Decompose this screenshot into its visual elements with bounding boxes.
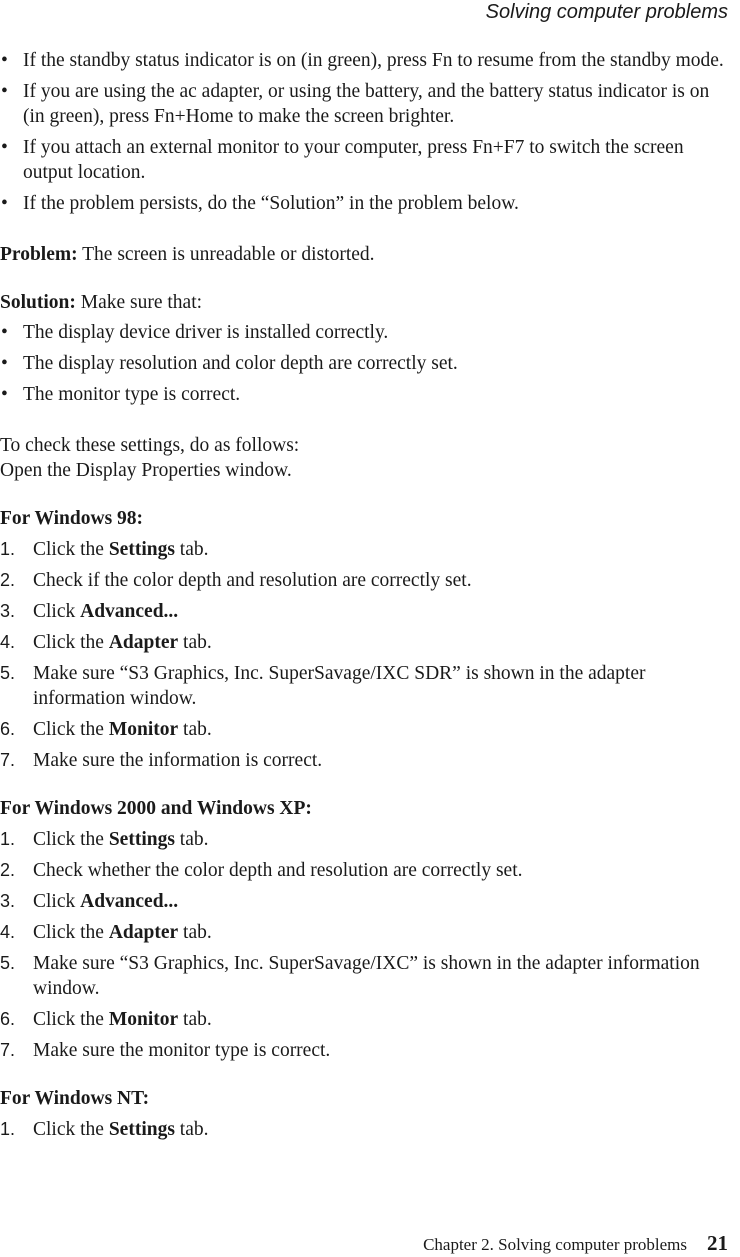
step-number: 4. — [0, 922, 16, 942]
bullet-text: If the problem persists, do the “Solution” in the problem below. — [23, 193, 519, 214]
step-number: 3. — [0, 891, 16, 911]
step-text-end: tab. — [174, 539, 209, 560]
win98-heading: For Windows 98: — [0, 508, 144, 529]
step-text: Make sure the monitor type is correct. — [33, 1040, 331, 1061]
winnt-steps — [0, 1117, 732, 1142]
list-item — [0, 191, 732, 216]
step-ui-term: Adapter — [108, 922, 179, 943]
win2000xp-heading: For Windows 2000 and Windows XP: — [0, 798, 312, 819]
bullet-text: If you are using the ac adapter, or using the battery, and the battery status indicator is on (in green), press Fn+Home to make the screen brighter. — [23, 81, 710, 127]
win98-steps — [0, 537, 732, 773]
step-ui-term: Settings — [108, 539, 175, 560]
step-text-end: tab. — [178, 632, 212, 653]
bullet-text: If you attach an external monitor to your computer, press Fn+F7 to switch the screen output location. — [23, 137, 684, 183]
step-text: Check whether the color depth and resolution are correctly set. — [33, 860, 523, 881]
step-ui-term: Settings — [108, 829, 175, 850]
step-item — [0, 920, 732, 945]
step-ui-term: Advanced... — [80, 891, 179, 912]
solution-statement — [0, 290, 732, 315]
step-text: Make sure the information is correct. — [33, 750, 323, 771]
running-header: Solving computer problems — [485, 1, 728, 23]
step-item — [0, 1007, 732, 1032]
step-text: Click the — [33, 719, 109, 740]
bullet-marker: • — [1, 137, 8, 158]
step-text-end: tab. — [178, 719, 212, 740]
problem-statement — [0, 242, 732, 267]
bullet-marker: • — [1, 353, 8, 374]
step-text-end: tab. — [174, 829, 209, 850]
step-text: Check if the color depth and resolution are correctly set. — [33, 570, 472, 591]
bullet-text: The display device driver is installed correctly. — [23, 322, 389, 343]
step-ui-term: Monitor — [108, 719, 179, 740]
step-text-end: tab. — [174, 1119, 209, 1140]
step-text: Click the — [33, 922, 109, 943]
step-item — [0, 661, 732, 711]
bullet-text: The monitor type is correct. — [23, 384, 241, 405]
check-instruction: Open the Display Properties window. — [0, 460, 292, 481]
step-item — [0, 717, 732, 742]
bullet-marker: • — [1, 50, 8, 71]
step-ui-term: Monitor — [108, 1009, 179, 1030]
step-text: Click — [33, 891, 81, 912]
list-item — [0, 382, 732, 407]
problem-text: The screen is unreadable or distorted. — [77, 244, 375, 265]
intro-bullet-list — [0, 48, 732, 216]
step-item — [0, 889, 732, 914]
step-number: 6. — [0, 719, 16, 739]
step-item — [0, 1038, 732, 1063]
step-item — [0, 951, 732, 1001]
step-number: 4. — [0, 632, 16, 652]
step-number: 6. — [0, 1009, 16, 1029]
step-text: Make sure “S3 Graphics, Inc. SuperSavage/IXC SDR” is shown in the adapter information window. — [33, 663, 646, 709]
step-item — [0, 630, 732, 655]
step-number: 2. — [0, 570, 16, 590]
step-ui-term: Settings — [108, 1119, 175, 1140]
step-item — [0, 827, 732, 852]
page-footer — [423, 1232, 728, 1256]
list-item — [0, 48, 732, 73]
step-text-end: tab. — [178, 1009, 212, 1030]
step-text: Click the — [33, 539, 109, 560]
page-content — [0, 48, 732, 1142]
step-number: 7. — [0, 1040, 16, 1060]
bullet-marker: • — [1, 81, 8, 102]
solution-text: Make sure that: — [75, 292, 203, 313]
list-item — [0, 135, 732, 185]
step-ui-term: Adapter — [108, 632, 179, 653]
bullet-text: If the standby status indicator is on (in green), press Fn to resume from the standby mode. — [23, 50, 724, 71]
bullet-marker: • — [1, 384, 8, 405]
step-number: 5. — [0, 663, 16, 683]
step-item — [0, 599, 732, 624]
list-item — [0, 79, 732, 129]
bullet-marker: • — [1, 322, 8, 343]
solution-label: Solution: — [0, 292, 76, 313]
step-text: Click the — [33, 829, 109, 850]
step-ui-term: Advanced... — [80, 601, 179, 622]
bullet-marker: • — [1, 193, 8, 214]
step-text: Click the — [33, 1009, 109, 1030]
step-number: 5. — [0, 953, 16, 973]
step-number: 1. — [0, 539, 16, 559]
step-number: 1. — [0, 829, 16, 849]
step-text: Click the — [33, 632, 109, 653]
step-item — [0, 537, 732, 562]
step-text: Click the — [33, 1119, 109, 1140]
list-item — [0, 320, 732, 345]
solution-bullet-list — [0, 320, 732, 407]
page-number: 21 — [707, 1231, 728, 1255]
step-number: 2. — [0, 860, 16, 880]
check-intro: To check these settings, do as follows: — [0, 435, 300, 456]
step-item — [0, 858, 732, 883]
step-item — [0, 568, 732, 593]
win2000xp-steps — [0, 827, 732, 1063]
problem-label: Problem: — [0, 244, 78, 265]
step-text-end: tab. — [178, 922, 212, 943]
step-text: Make sure “S3 Graphics, Inc. SuperSavage/IXC” is shown in the adapter information window. — [33, 953, 700, 999]
step-item — [0, 748, 732, 773]
bullet-text: The display resolution and color depth are correctly set. — [23, 353, 458, 374]
step-text: Click — [33, 601, 81, 622]
step-number: 7. — [0, 750, 16, 770]
step-number: 1. — [0, 1119, 16, 1139]
footer-chapter: Chapter 2. Solving computer problems — [423, 1235, 687, 1254]
list-item — [0, 351, 732, 376]
step-number: 3. — [0, 601, 16, 621]
winnt-heading: For Windows NT: — [0, 1088, 150, 1109]
step-item — [0, 1117, 732, 1142]
